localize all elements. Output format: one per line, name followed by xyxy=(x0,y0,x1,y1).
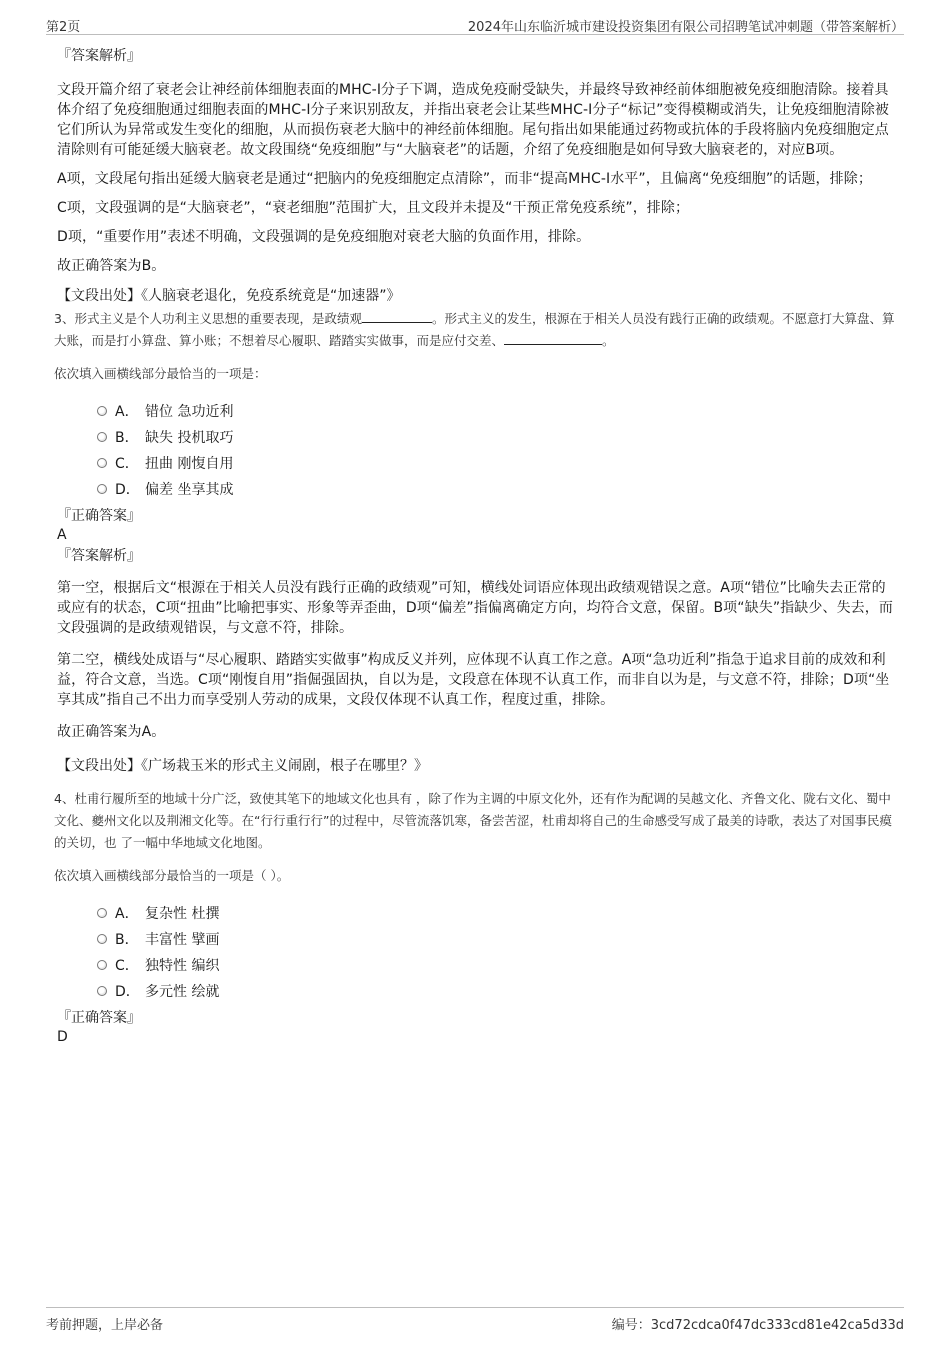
document-body xyxy=(54,46,897,1048)
radio-icon[interactable] xyxy=(97,934,107,944)
q2-analysis-paragraph: 文段开篇介绍了衰老会让神经前体细胞表面的MHC-I分子下调，造成免疫耐受缺失，并最终导致神经前体细胞被免疫细胞清除。接着具体介绍了免疫细胞通过细胞表面的MHC-I分子来识别敌友，并指出衰老会让某些MHC-I分子“标记”变得模糊或消失，让免疫细胞清除被它们所认为异常或发生变化的细胞，从而损伤衰老大脑中的神经前体细胞。尾句指出如果能通过药物或抗体的手段将脑内免疫细胞定点清除则有可能延缓大脑衰老。故文段围绕“免疫细胞”与“大脑衰老”的话题，介绍了免疫细胞是如何导致大脑衰老的，对应B项。 xyxy=(57,82,890,158)
radio-icon[interactable] xyxy=(97,986,107,996)
q2-source: 【文段出处】《人脑衰老退化，免疫系统竟是“加速器”》 xyxy=(57,288,401,304)
page-number: 第2页 xyxy=(46,20,81,35)
option-text: 独特性 编织 xyxy=(145,958,220,974)
q3-option-a[interactable] xyxy=(97,398,897,424)
q3-blank-1 xyxy=(362,308,432,323)
option-text: 丰富性 擘画 xyxy=(145,932,220,948)
q3-blank-2 xyxy=(504,330,602,345)
q4-option-b[interactable] xyxy=(97,926,897,952)
option-letter: B． xyxy=(115,932,139,948)
option-text: 错位 急功近利 xyxy=(145,404,234,420)
option-text: 扭曲 刚愎自用 xyxy=(145,456,234,472)
q2-analysis-paragraph: D项，“重要作用”表述不明确，文段强调的是免疫细胞对衰老大脑的负面作用，排除。 xyxy=(57,229,591,245)
q2-analysis-paragraph: C项，文段强调的是“大脑衰老”，“衰老细胞”范围扩大，且文段并未提及“干预正常免疫系统”，排除； xyxy=(57,200,690,216)
q3-stem-part3: 。 xyxy=(602,333,615,348)
option-text: 多元性 绘就 xyxy=(145,984,220,1000)
q4-stem: 4、杜甫行履所至的地域十分广泛，致使其笔下的地域文化也具有 ，除了作为主调的中原文化外，还有作为配调的吴越文化、齐鲁文化、陇右文化、蜀中文化、夔州文化以及荆湘文化等。在“行行重行行”的过程中，尽管流落饥寒，备尝苦涩，杜甫却将自己的生命感受写成了最美的诗歌，表达了对国事民瘼的关切，也 了一幅中华地域文化地图。 xyxy=(54,791,892,850)
q3-answer-label: 『正确答案』 xyxy=(57,508,141,524)
q3-stem xyxy=(54,308,897,352)
q4-answer-value: D xyxy=(57,1029,68,1045)
q3-answer-value: A xyxy=(57,527,67,543)
radio-icon[interactable] xyxy=(97,458,107,468)
radio-icon[interactable] xyxy=(97,432,107,442)
radio-icon[interactable] xyxy=(97,406,107,416)
option-letter: A． xyxy=(115,906,139,922)
option-letter: D． xyxy=(115,482,140,498)
option-text: 缺失 投机取巧 xyxy=(145,430,234,446)
footer-slogan: 考前押题，上岸必备 xyxy=(46,1318,164,1333)
q3-source: 【文段出处】《广场栽玉米的形式主义闹剧，根子在哪里？》 xyxy=(57,758,428,774)
q3-option-c[interactable] xyxy=(97,450,897,476)
q3-answer-statement: 故正确答案为A。 xyxy=(57,724,166,740)
page-footer xyxy=(46,1307,904,1338)
q3-analysis-paragraph: 第二空，横线处成语与“尽心履职、踏踏实实做事”构成反义并列，应体现不认真工作之意。A项“急功近利”指急于追求目前的成效和利益，符合文意，当选。C项“刚愎自用”指倔强固执，自以为是，文段意在体现不认真工作，而非自以为是，与文意不符，排除；D项“坐享其成”指自己不出力而享受别人劳动的成果，文段仅体现不认真工作，程度过重，排除。 xyxy=(57,652,890,708)
q3-analysis-label: 『答案解析』 xyxy=(57,548,141,564)
q3-stem-part2: 。形式主义的发生，根源在于相关人员没有践行正确的政绩观。不愿意打大算盘、算大账，而是打小算盘、算小账；不想着尽心履职、踏踏实实做事，而是应付交差、 xyxy=(54,311,895,348)
q4-options xyxy=(97,900,897,1004)
q4-option-a[interactable] xyxy=(97,900,897,926)
option-letter: D． xyxy=(115,984,140,1000)
q4-answer-label: 『正确答案』 xyxy=(57,1010,141,1026)
page-header xyxy=(46,14,904,35)
q4-option-c[interactable] xyxy=(97,952,897,978)
option-letter: C． xyxy=(115,958,139,974)
document-title: 2024年山东临沂城市建设投资集团有限公司招聘笔试冲刺题（带答案解析） xyxy=(467,20,904,35)
radio-icon[interactable] xyxy=(97,484,107,494)
q3-stem-part1: 3、形式主义是个人功利主义思想的重要表现，是政绩观 xyxy=(54,311,362,326)
option-letter: B． xyxy=(115,430,139,446)
q2-answer-statement: 故正确答案为B。 xyxy=(57,258,166,274)
q4-prompt: 依次填入画横线部分最恰当的一项是（ ）。 xyxy=(54,868,290,883)
radio-icon[interactable] xyxy=(97,960,107,970)
q3-option-d[interactable] xyxy=(97,476,897,502)
option-letter: A． xyxy=(115,404,139,420)
option-text: 复杂性 杜撰 xyxy=(145,906,220,922)
q3-option-b[interactable] xyxy=(97,424,897,450)
radio-icon[interactable] xyxy=(97,908,107,918)
option-letter: C． xyxy=(115,456,139,472)
q3-analysis-paragraph: 第一空，根据后文“根源在于相关人员没有践行正确的政绩观”可知，横线处词语应体现出政绩观错误之意。A项“错位”比喻失去正常的或应有的状态，C项“扭曲”比喻把事实、形象等弄歪曲，D项“偏差”指偏离确定方向，均符合文意，保留。B项“缺失”指缺少、失去，而文段强调的是政绩观错误，与文意不符，排除。 xyxy=(57,580,893,636)
q3-options xyxy=(97,398,897,502)
q3-prompt: 依次填入画横线部分最恰当的一项是： xyxy=(54,366,267,381)
q4-option-d[interactable] xyxy=(97,978,897,1004)
document-code: 编号：3cd72cdca0f47dc333cd81e42ca5d33d xyxy=(611,1318,904,1333)
option-text: 偏差 坐享其成 xyxy=(145,482,234,498)
q2-analysis-label: 『答案解析』 xyxy=(57,48,141,64)
q2-analysis-paragraph: A项，文段尾句指出延缓大脑衰老是通过“把脑内的免疫细胞定点清除”，而非“提高MHC-I水平”，且偏离“免疫细胞”的话题，排除； xyxy=(57,171,872,187)
